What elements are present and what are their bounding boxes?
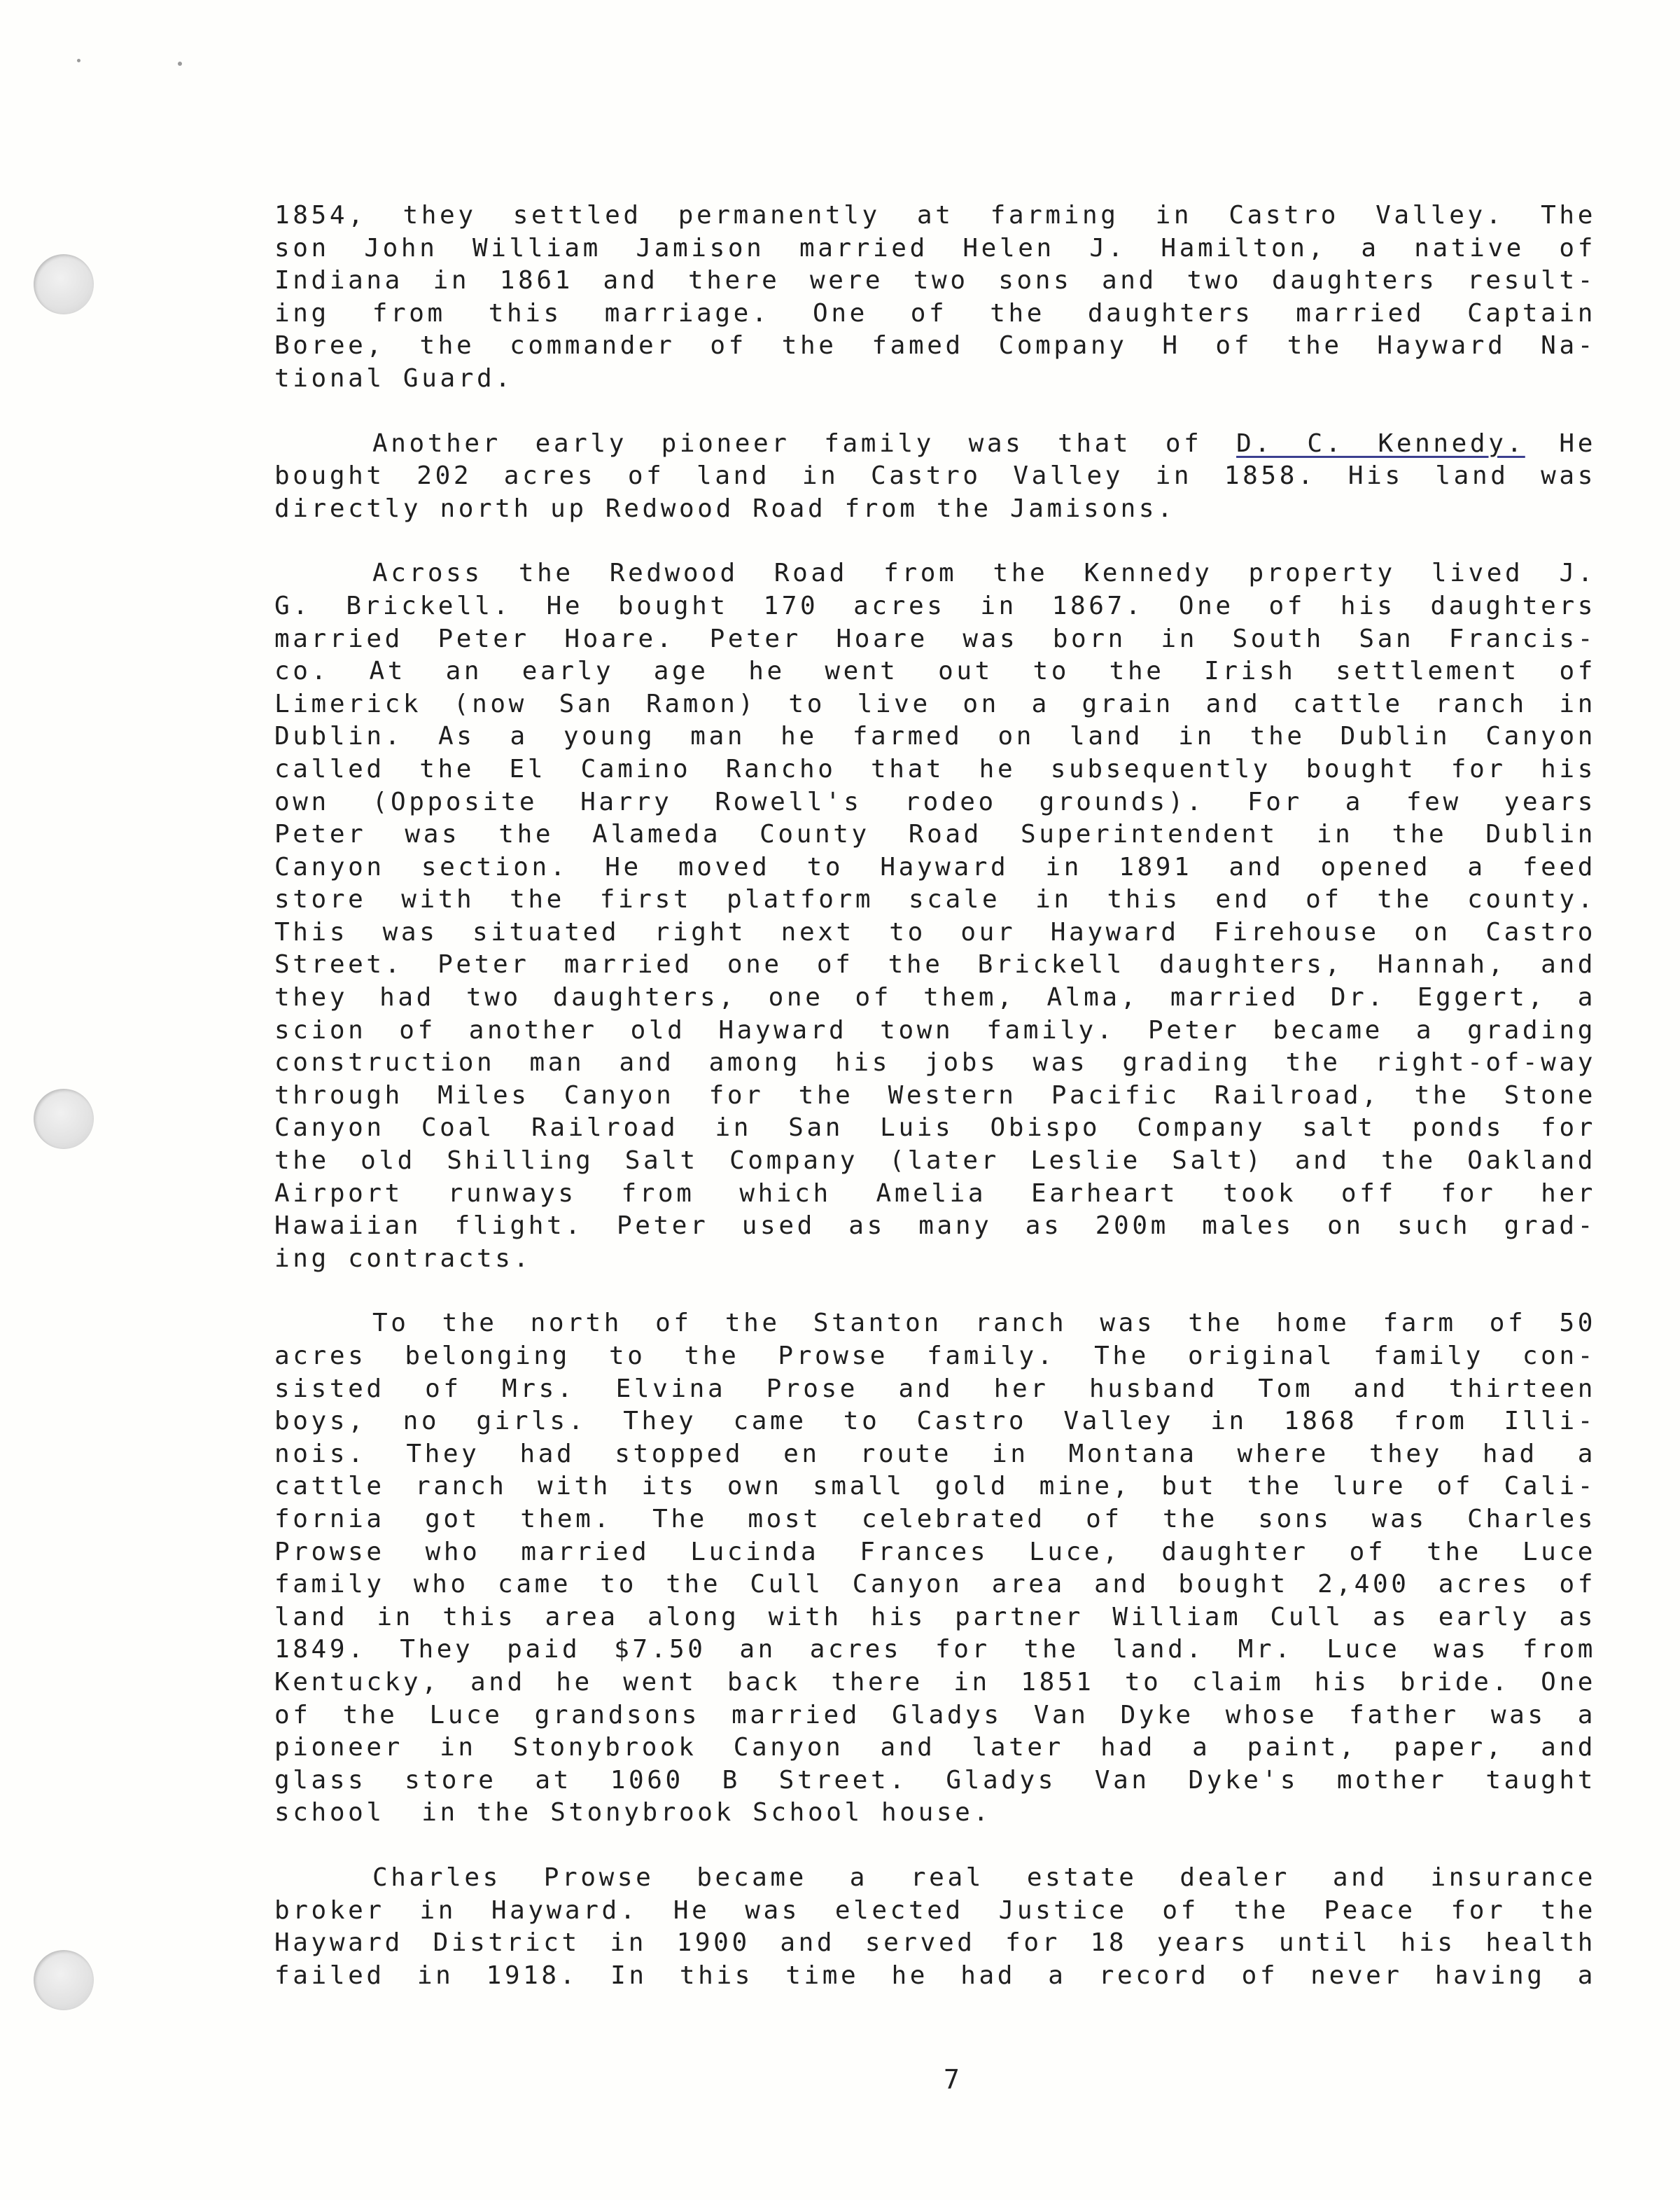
underlined-name: D. C. Kennedy. [1236, 429, 1525, 458]
paragraph [274, 1307, 1596, 1830]
text-line: glass store at 1060 B Street. Gladys Van Dyke's mother taught [274, 1765, 1596, 1795]
text-line: co. At an early age he went out to the Irish settlement of [274, 657, 1596, 686]
text-line: 1849. They paid $7.50 an acres for the land. Mr. Luce was from [274, 1635, 1596, 1664]
text-line: directly north up Redwood Road from the Jamisons. [274, 494, 1176, 523]
paragraph [274, 200, 1596, 396]
text-line: Across the Redwood Road from the Kennedy property lived J. [372, 559, 1596, 588]
paragraph [274, 557, 1596, 1275]
text-line: Limerick (now San Ramon) to live on a grain and cattle ranch in [274, 689, 1596, 718]
paragraph [274, 428, 1596, 526]
text-line: Hayward District in 1900 and served for 18 years until his health [274, 1928, 1596, 1958]
text-line: son John William Jamison married Helen J. Hamilton, a native of [274, 233, 1596, 263]
paper-speck [178, 62, 182, 66]
text-line: This was situated right next to our Hayward Firehouse on Castro [274, 917, 1596, 947]
text-line: Kentucky, and he went back there in 1851 to claim his bride. One [274, 1667, 1596, 1697]
text-line: the old Shilling Salt Company (later Leslie Salt) and the Oakland [274, 1146, 1596, 1176]
text-line: nois. They had stopped en route in Montana where they had a [274, 1439, 1596, 1468]
text-line: Hawaiian flight. Peter used as many as 200m males on such grad- [274, 1211, 1596, 1241]
text-line: Dublin. As a young man he farmed on land in the Dublin Canyon [274, 722, 1596, 751]
text-line: Peter was the Alameda County Road Superintendent in the Dublin [274, 820, 1596, 849]
text-line: boys, no girls. They came to Castro Valley in 1868 from Illi- [274, 1407, 1596, 1436]
text-line: school in the Stonybrook School house. [274, 1798, 992, 1827]
text-line: scion of another old Hayward town family. Peter became a grading [274, 1015, 1596, 1045]
punch-hole [34, 1950, 94, 2010]
text-line: land in this area along with his partner William Cull as early as [274, 1602, 1596, 1631]
text-line: they had two daughters, one of them, Alma, married Dr. Eggert, a [274, 983, 1596, 1012]
text-line: cattle ranch with its own small gold mine, but the lure of Cali- [274, 1472, 1596, 1501]
body-text [274, 200, 1596, 2024]
text-line: Prowse who married Lucinda Frances Luce, daughter of the Luce [274, 1537, 1596, 1566]
punch-hole [34, 1089, 94, 1149]
text-line: failed in 1918. In this time he had a record of never having a [274, 1961, 1596, 1990]
text-line: To the north of the Stanton ranch was the home farm of 50 [372, 1309, 1596, 1338]
punch-hole [34, 254, 94, 314]
text-line: 1854, they settled permanently at farming in Castro Valley. The [274, 201, 1596, 230]
text-line: G. Brickell. He bought 170 acres in 1867. One of his daughters [274, 591, 1596, 620]
text-line: through Miles Canyon for the Western Pacific Railroad, the Stone [274, 1080, 1596, 1110]
text-line: Indiana in 1861 and there were two sons and two daughters result- [274, 266, 1596, 295]
text-line: tional Guard. [274, 363, 514, 393]
text-line: ing contracts. [274, 1244, 532, 1273]
text-line: pioneer in Stonybrook Canyon and later had a paint, paper, and [274, 1733, 1596, 1762]
text-line: ing from this marriage. One of the daughters married Captain [274, 298, 1596, 328]
text-line: family who came to the Cull Canyon area and bought 2,400 acres of [274, 1570, 1596, 1599]
text-line: fornia got them. The most celebrated of the sons was Charles [274, 1504, 1596, 1533]
text-line: married Peter Hoare. Peter Hoare was born in South San Francis- [274, 624, 1596, 653]
paper-speck [77, 59, 80, 62]
text-line: Street. Peter married one of the Brickell daughters, Hannah, and [274, 950, 1596, 980]
text-line: sisted of Mrs. Elvina Prose and her husband Tom and thirteen [274, 1374, 1596, 1403]
text-line: Boree, the commander of the famed Company H of the Hayward Na- [274, 331, 1596, 361]
text-line: bought 202 acres of land in Castro Valley in 1858. His land was [274, 461, 1596, 491]
text-line: Airport runways from which Amelia Earheart took off for her [274, 1178, 1596, 1208]
text-line: own (Opposite Harry Rowell's rodeo grounds). For a few years [274, 787, 1596, 816]
text-line: called the El Camino Rancho that he subsequently bought for his [274, 754, 1596, 784]
text-line: Charles Prowse became a real estate dealer and insurance [372, 1863, 1596, 1892]
text-line: Canyon Coal Railroad in San Luis Obispo Company salt ponds for [274, 1113, 1596, 1143]
text-line: store with the first platform scale in this end of the county. [274, 885, 1596, 914]
text-line-with-underline: Another early pioneer family was that of D. C. Kennedy. He [372, 429, 1596, 458]
text-line: acres belonging to the Prowse family. The original family con- [274, 1342, 1596, 1370]
text-line: of the Luce grandsons married Gladys Van Dyke whose father was a [274, 1700, 1596, 1729]
text-line: Canyon section. He moved to Hayward in 1891 and opened a feed [274, 852, 1596, 882]
page-number: 7 [944, 2064, 960, 2095]
text-line: broker in Hayward. He was elected Justice of the Peace for the [274, 1895, 1596, 1925]
text-line: construction man and among his jobs was grading the right-of-way [274, 1048, 1596, 1078]
paragraph [274, 1862, 1596, 1992]
